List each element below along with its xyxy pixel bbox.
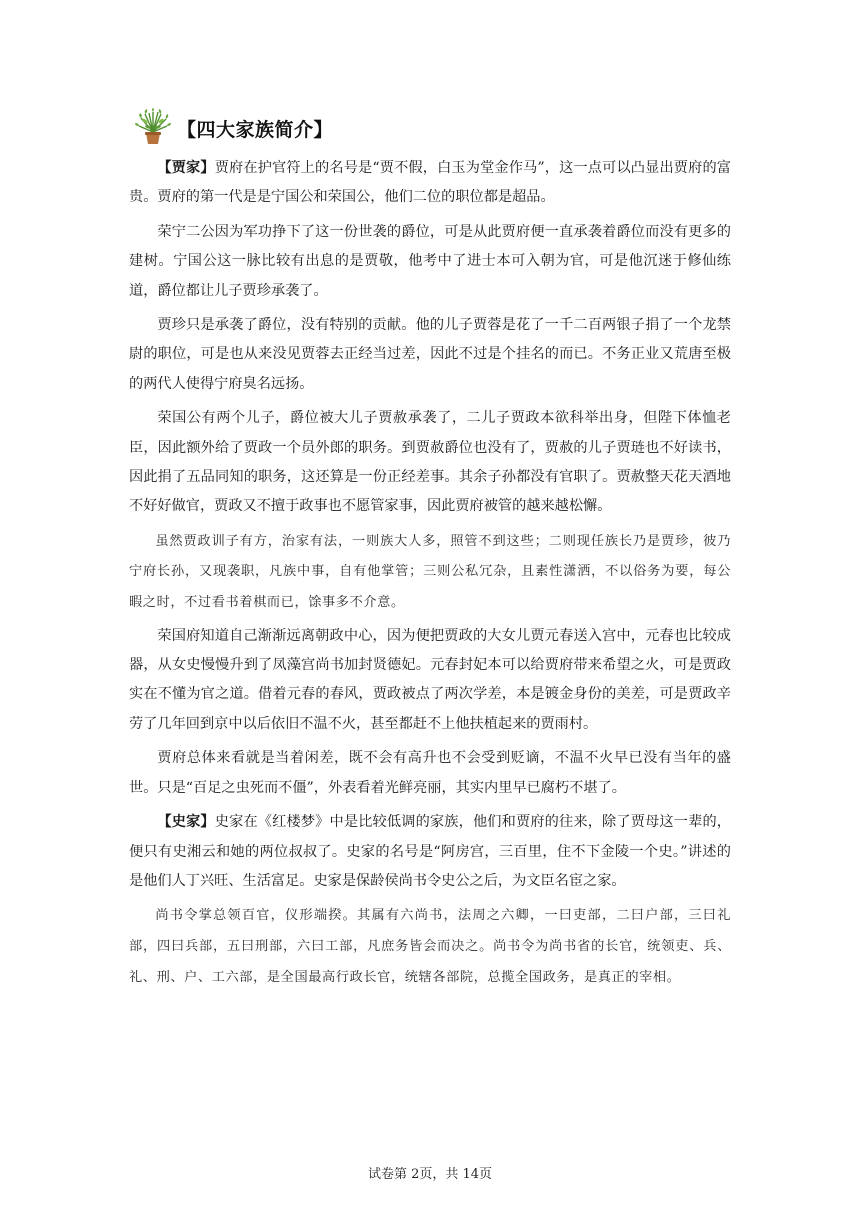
paragraph-5: 荣国府知道自己渐渐远离朝政中心，因为便把贾政的大女儿贾元春送入宫中，元春也比较成器，从女史慢慢升到了凤藻宫尚书加封贤德妃。元春封妃本可以给贾府带来希望之火，可是贾政实在不懂为官之道。借着元春的春风，贾政被点了两次学差，本是镀金身份的美差，可是贾政辛劳了几年回到京中以后依旧不温不火，甚至都赶不上他扶植起来的贾雨村。 xyxy=(129,627,731,732)
paragraph-6: 贾府总体来看就是当着闲差，既不会有高升也不会受到贬谪，不温不火早已没有当年的盛世。只是“百足之虫死而不僵”，外表看着光鲜亮丽，其实内里早已腐朽不堪了。 xyxy=(129,750,731,796)
quotation-1: 虽然贾政训子有方，治家有法，一则族大人多，照管不到这些；二则现任族长乃是贾珍，彼乃宁府长孙，又现袭职，凡族中事，自有他掌管；三则公私冗杂，且素性潇洒，不以俗务为要，每公暇之时，不过看书着棋而已，馀事多不介意。 xyxy=(129,533,731,611)
section-heading xyxy=(133,108,731,148)
paragraph-jia-intro xyxy=(129,154,731,213)
shi-family-tag: 【史家】 xyxy=(157,814,215,831)
paragraph-shi-intro xyxy=(129,808,731,896)
jia-intro-text: 贾府在护官符上的名号是“贾不假，白玉为堂金作马”，这一点可以凸显出贾府的富贵。贾府的第一代是是宁国公和荣国公，他们二位的职位都是超品。 xyxy=(129,160,731,206)
jia-family-tag: 【贾家】 xyxy=(157,160,215,176)
paragraph-4: 荣国公有两个儿子，爵位被大儿子贾赦承袭了，二儿子贾政本欲科举出身，但陛下体恤老臣，因此额外给了贾政一个员外郎的职务。到贾赦爵位也没有了，贾赦的儿子贾琏也不好读书，因此捐了五品同知的职务，这还算是一份正经差事。其余子孙都没有官职了。贾赦整天花天酒地不好好做官，贾政又不擅于政事也不愿管家事，因此贾府被管的越来越松懈。 xyxy=(129,410,731,515)
potted-plant-icon xyxy=(133,108,173,148)
quotation-2: 尚书令掌总领百官，仪形端揆。其属有六尚书，法周之六卿，一曰吏部，二曰户部，三曰礼部，四曰兵部，五曰刑部，六曰工部，凡庶务皆会而决之。尚书令为尚书省的长官，统领吏、兵、礼、刑、户、工六部，是全国最高行政长官，统辖各部院，总揽全国政务，是真正的宰相。 xyxy=(129,908,731,985)
paragraph-3: 贾珍只是承袭了爵位，没有特别的贡献。他的儿子贾蓉是花了一千二百两银子捐了一个龙禁尉的职位，可是也从来没见贾蓉去正经当过差，因此不过是个挂名的而已。不务正业又荒唐至极的两代人使得宁府臭名远扬。 xyxy=(129,317,731,392)
paragraph-2: 荣宁二公因为军功挣下了这一份世袭的爵位，可是从此贾府便一直承袭着爵位而没有更多的建树。宁国公这一脉比较有出息的是贾敬，他考中了进士本可入朝为官，可是他沉迷于修仙练道，爵位都让儿子贾珍承袭了。 xyxy=(129,223,731,299)
page-footer: 试卷第 2页，共 14页 xyxy=(367,1167,493,1182)
section-title: 【四大家族简介】 xyxy=(177,118,334,141)
shi-intro-text: 史家在《红楼梦》中是比较低调的家族，他们和贾府的往来，除了贾母这一辈的，便只有史湘云和她的两位叔叔了。史家的名号是“阿房宫，三百里，住不下金陵一个史。”讲述的是他们人丁兴旺、生活富足。史家是保龄侯尚书令史公之后，为文臣名宦之家。 xyxy=(129,814,731,889)
page-content xyxy=(129,108,731,996)
